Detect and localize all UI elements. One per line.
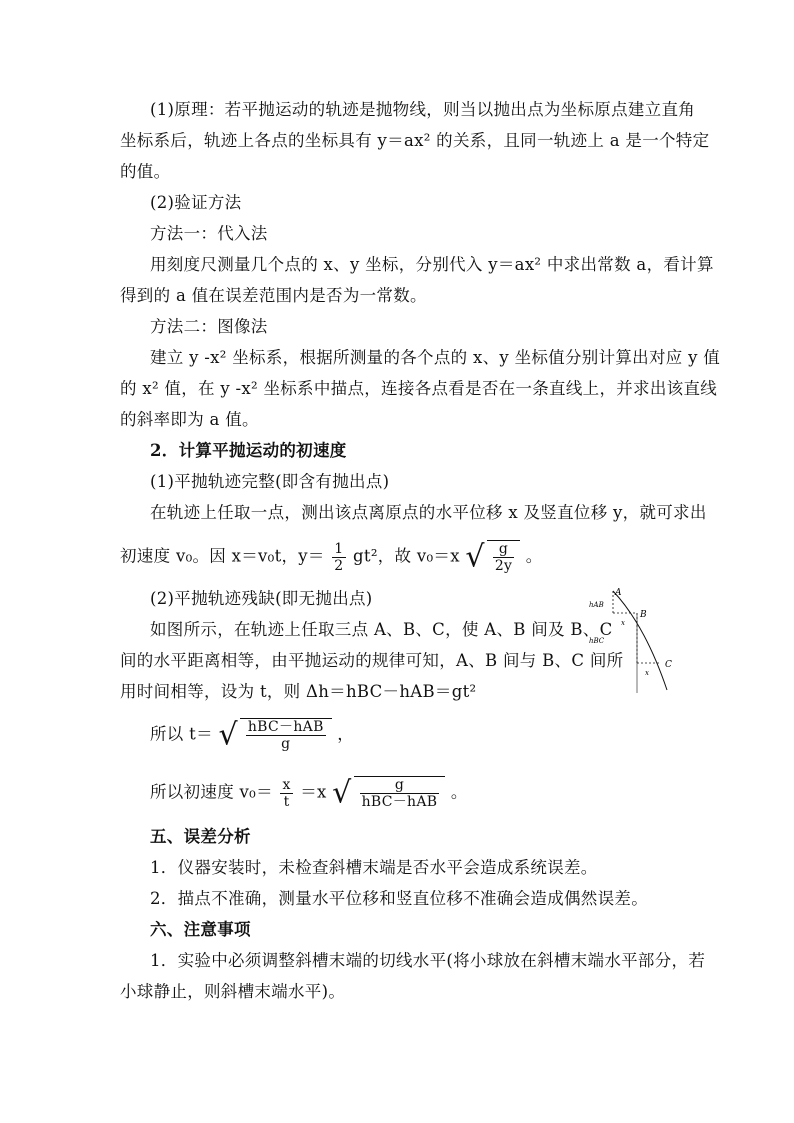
formula-line-v0: [150, 776, 468, 810]
formula-text: ＝x: [300, 782, 327, 802]
sqrt-g-over-2y: [465, 540, 520, 574]
fraction-denominator: t: [283, 793, 290, 810]
formula-text: 初速度 v₀。因 x＝v₀t，y＝: [120, 546, 325, 566]
fraction-denominator: 2: [334, 557, 344, 574]
sqrt-sign-icon: √: [465, 539, 485, 575]
text-line: (2)验证方法: [150, 193, 242, 212]
text-line: 方法一：代入法: [150, 224, 268, 243]
fraction-dh-over-g: [246, 719, 326, 752]
label-c: C: [665, 660, 672, 670]
text-line: 在轨迹上任取一点，测出该点离原点的水平位移 x 及竖直位移 y，就可求出: [150, 503, 707, 522]
text-line: 小球静止，则斜槽末端水平)。: [120, 982, 346, 1001]
text-line: 1．实验中必须调整斜槽末端的切线水平(将小球放在斜槽末端水平部分，若: [150, 951, 706, 970]
formula-text: 。: [525, 546, 543, 566]
label-x: x: [645, 669, 649, 677]
fraction-denominator: g: [281, 736, 291, 752]
fraction-numerator: x: [282, 776, 291, 793]
text-line: (1)平抛轨迹完整(即含有抛出点): [150, 472, 390, 491]
formula-text: 所以 t＝: [150, 724, 213, 744]
label-a: A: [615, 588, 622, 598]
formula-text: 所以初速度 v₀＝: [150, 782, 273, 802]
fraction-numerator: hBC－hAB: [247, 719, 324, 735]
text-line: (1)原理：若平抛运动的轨迹是抛物线，则当以抛出点为坐标原点建立直角: [150, 100, 696, 119]
text-line: 的斜率即为 a 值。: [120, 410, 259, 429]
formula-text: gt²，故 v₀＝x: [353, 546, 460, 566]
text-line: 得到的 a 值在误差范围内是否为一常数。: [120, 286, 427, 305]
label-x: x: [621, 619, 625, 627]
text-line: 的 x² 值，在 y -x² 坐标系中描点，连接各点看是否在一条直线上，并求出该直线: [120, 379, 718, 398]
text-line: 间的水平距离相等，由平抛运动的规律可知，A、B 间与 B、C 间所: [120, 651, 624, 670]
fraction-denominator: 2y: [494, 558, 513, 574]
text-line: 建立 y -x² 坐标系，根据所测量的各个点的 x、y 坐标值分别计算出对应 y 值: [150, 348, 721, 367]
fraction-denominator: hBC－hAB: [361, 794, 438, 810]
formula-text: 。: [450, 782, 468, 802]
text-line: 用时间相等，设为 t，则 Δh＝hBC－hAB＝gt²: [120, 682, 477, 701]
text-line: (2)平抛轨迹残缺(即无抛出点): [150, 589, 373, 608]
section-heading: 2．计算平抛运动的初速度: [150, 441, 347, 460]
text-line: 坐标系后，轨迹上各点的坐标具有 y＝ax² 的关系，且同一轨迹上 a 是一个特定: [120, 131, 710, 150]
label-hbc: hBC: [589, 637, 605, 645]
text-line: 如图所示，在轨迹上任取三点 A、B、C，使 A、B 间及 B、C: [150, 620, 613, 639]
fraction-numerator: g: [493, 541, 514, 558]
text-line: 1．仪器安装时，未检查斜槽末端是否水平会造成系统误差。: [150, 858, 598, 877]
label-hab: hAB: [589, 601, 604, 609]
text-line: 方法二：图像法: [150, 317, 268, 336]
label-b: B: [640, 610, 647, 620]
sqrt-time: [218, 718, 331, 752]
fraction-x-over-t: [280, 777, 292, 810]
fraction-numerator: 1: [334, 540, 344, 557]
section-heading: 六、注意事项: [150, 920, 251, 939]
text-line: 2．描点不准确，测量水平位移和竖直位移不准确会造成偶然误差。: [150, 889, 648, 908]
sqrt-g-over-dh: [332, 776, 445, 810]
section-heading: 五、误差分析: [150, 827, 251, 846]
fraction-one-half: [332, 541, 345, 574]
sqrt-sign-icon: √: [218, 717, 238, 753]
sqrt-sign-icon: √: [332, 775, 352, 811]
trajectory-curve: [613, 591, 667, 690]
formula-line-initial-velocity: [120, 540, 543, 574]
fraction-numerator: g: [360, 777, 440, 794]
formula-line-time: [150, 718, 354, 752]
formula-text: ，: [337, 724, 355, 744]
trajectory-diagram: [585, 585, 675, 695]
fraction-g-over-dh: [360, 777, 440, 810]
text-line: 的值。: [120, 162, 171, 181]
text-line: 用刻度尺测量几个点的 x、y 坐标，分别代入 y＝ax² 中求出常数 a，看计算: [150, 255, 714, 274]
fraction-g-over-2y: [493, 541, 514, 574]
